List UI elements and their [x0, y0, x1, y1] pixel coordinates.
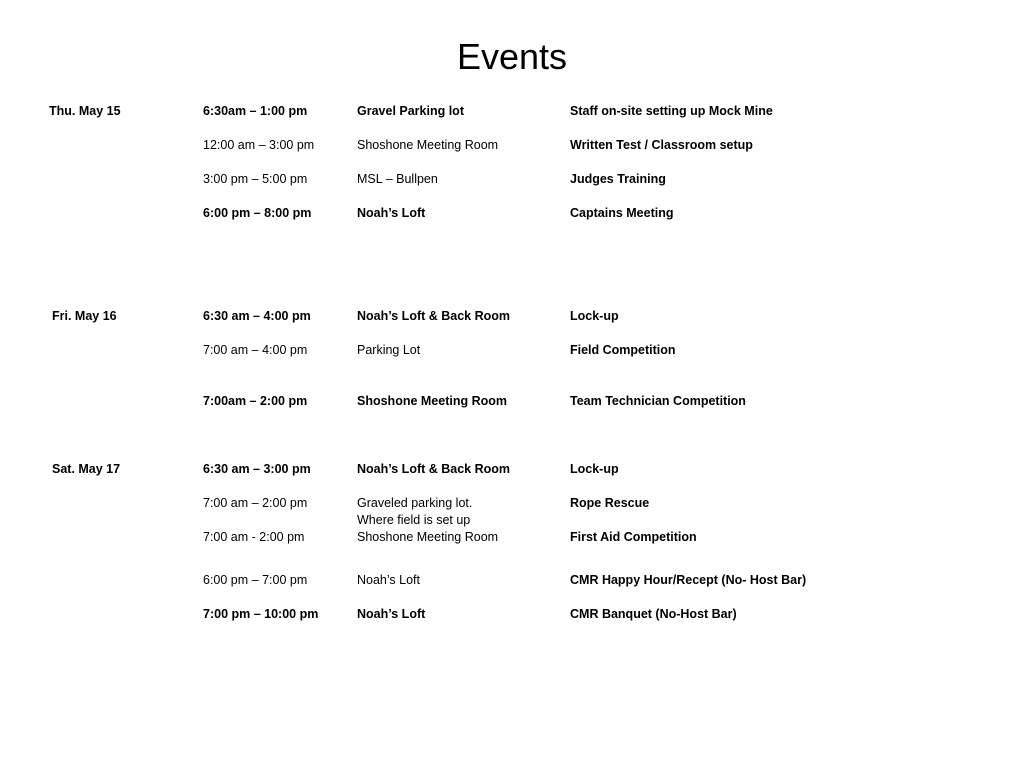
event-location: Shoshone Meeting Room: [357, 394, 507, 408]
event-location: Noah’s Loft: [357, 573, 421, 587]
event-name: Captains Meeting: [570, 206, 674, 220]
event-name: Lock-up: [570, 462, 619, 476]
event-location: Noah’s Loft & Back Room: [357, 309, 511, 323]
event-location: Shoshone Meeting Room: [357, 530, 499, 544]
event-location: Graveled parking lot.: [357, 496, 473, 510]
event-name: Staff on-site setting up Mock Mine: [570, 104, 773, 118]
event-name: Rope Rescue: [570, 496, 650, 510]
event-location: Parking Lot: [357, 343, 421, 357]
event-location: Shoshone Meeting Room: [357, 138, 499, 152]
event-time: 7:00 pm – 10:00 pm: [203, 607, 319, 621]
event-time: 12:00 am – 3:00 pm: [203, 138, 315, 152]
event-name: First Aid Competition: [570, 530, 697, 544]
event-location: MSL – Bullpen: [357, 172, 438, 186]
event-location: Gravel Parking lot: [357, 104, 464, 118]
day-label-fri: Fri. May 16: [52, 309, 117, 323]
event-name: CMR Happy Hour/Recept (No- Host Bar): [570, 573, 807, 587]
event-time: 7:00 am – 4:00 pm: [203, 343, 308, 357]
event-time: 7:00 am – 2:00 pm: [203, 496, 308, 510]
event-name: Judges Training: [570, 172, 666, 186]
event-location: Noah’s Loft & Back Room: [357, 462, 511, 476]
event-name: CMR Banquet (No-Host Bar): [570, 607, 737, 621]
event-name: Written Test / Classroom setup: [570, 138, 753, 152]
event-time: 6:00 pm – 7:00 pm: [203, 573, 308, 587]
event-name: Lock-up: [570, 309, 619, 323]
event-location: Noah’s Loft: [357, 206, 426, 220]
page-title: Events: [456, 36, 568, 77]
event-time: 6:30 am – 4:00 pm: [203, 309, 311, 323]
event-name: Team Technician Competition: [570, 394, 746, 408]
event-time: 3:00 pm – 5:00 pm: [203, 172, 308, 186]
event-location: Noah’s Loft: [357, 607, 426, 621]
event-time: 7:00 am - 2:00 pm: [203, 530, 305, 544]
event-time: 7:00am – 2:00 pm: [203, 394, 308, 408]
event-location-note: Where field is set up: [357, 513, 471, 527]
event-time: 6:30am – 1:00 pm: [203, 104, 308, 118]
event-time: 6:00 pm – 8:00 pm: [203, 206, 312, 220]
event-time: 6:30 am – 3:00 pm: [203, 462, 311, 476]
event-name: Field Competition: [570, 343, 676, 357]
day-label-thu: Thu. May 15: [49, 104, 121, 118]
day-label-sat: Sat. May 17: [52, 462, 121, 476]
